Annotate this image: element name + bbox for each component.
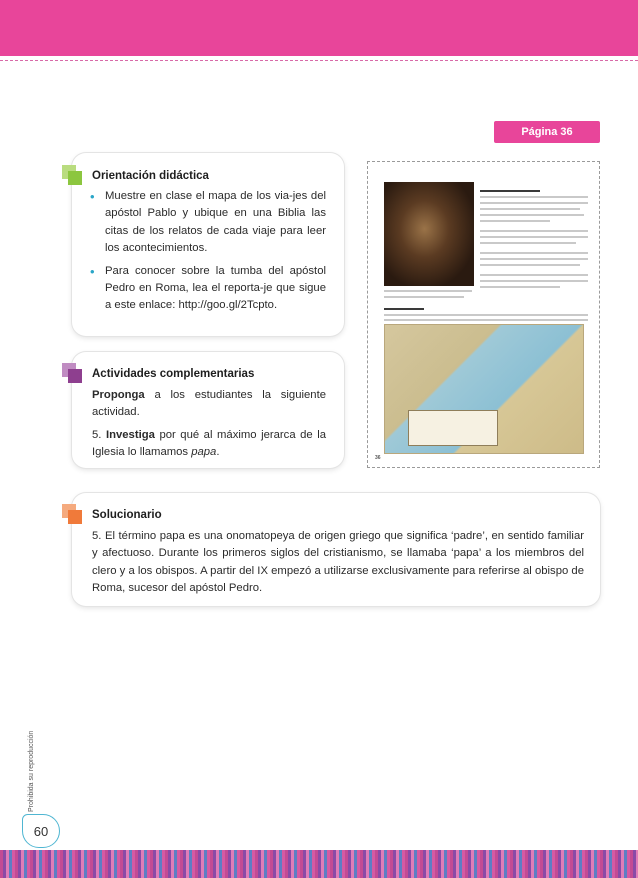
side-copyright-text: Prohibida su reproducción <box>28 730 35 812</box>
orange-square-icon <box>68 510 82 524</box>
solucionario-card <box>72 493 600 606</box>
item-number: 5. <box>92 428 106 441</box>
student-page-thumbnail <box>367 161 600 468</box>
orientacion-bullet-1: • Muestre en clase el mapa de los via-jes del apóstol Pablo y ubique en una Biblia las citas de los relatos de cada viaje para leer los acontecimientos. <box>88 188 326 258</box>
top-dashed-line <box>0 60 638 61</box>
page-reference-tab: Página 36 <box>494 121 600 143</box>
actividades-instruction <box>92 387 326 422</box>
item-end: . <box>216 446 220 459</box>
actividades-title: Actividades complementarias <box>92 368 255 380</box>
solucionario-text: 5. El término papa es una onomatopeya de origen griego que significa ‘padre’, en sentido familiar y afectuoso. Durante los primeros siglos del cristianismo, se llamaba ‘papa’ a los miembros del clero y a los obispos. A partir del IX empezó a utilizarse exclusivamente para referirse al obispo de Roma, sucesor del apóstol Pedro. <box>92 530 584 595</box>
purple-square-icon <box>68 369 82 383</box>
orientacion-title: Orientación didáctica <box>92 170 209 182</box>
actividades-item-5 <box>92 427 326 462</box>
page-number: 60 <box>33 824 49 839</box>
investiga-bold: Investiga <box>105 428 155 441</box>
instruction-rest: a los estudiantes la siguiente actividad. <box>92 389 326 419</box>
proponga-bold: Proponga <box>92 389 145 401</box>
top-color-band <box>0 0 638 56</box>
thumbnail-page-number: 36 <box>375 455 381 461</box>
papa-italic: papa <box>191 446 217 459</box>
map-legend <box>408 410 498 446</box>
orientacion-bullet-2: • Para conocer sobre la tumba del apóstol Pedro en Roma, lea el reporta-je que sigue a este enlace: http://goo.gl/2Tcpto. <box>88 263 326 315</box>
solucionario-title: Solucionario <box>92 509 162 521</box>
painting-image <box>384 182 474 286</box>
item-text: por qué al máximo jerarca de la Iglesia lo llamamos <box>92 428 327 459</box>
bottom-stripe-band <box>0 850 638 878</box>
orientacion-card <box>72 153 344 336</box>
actividades-card <box>72 352 344 468</box>
green-square-icon <box>68 171 82 185</box>
